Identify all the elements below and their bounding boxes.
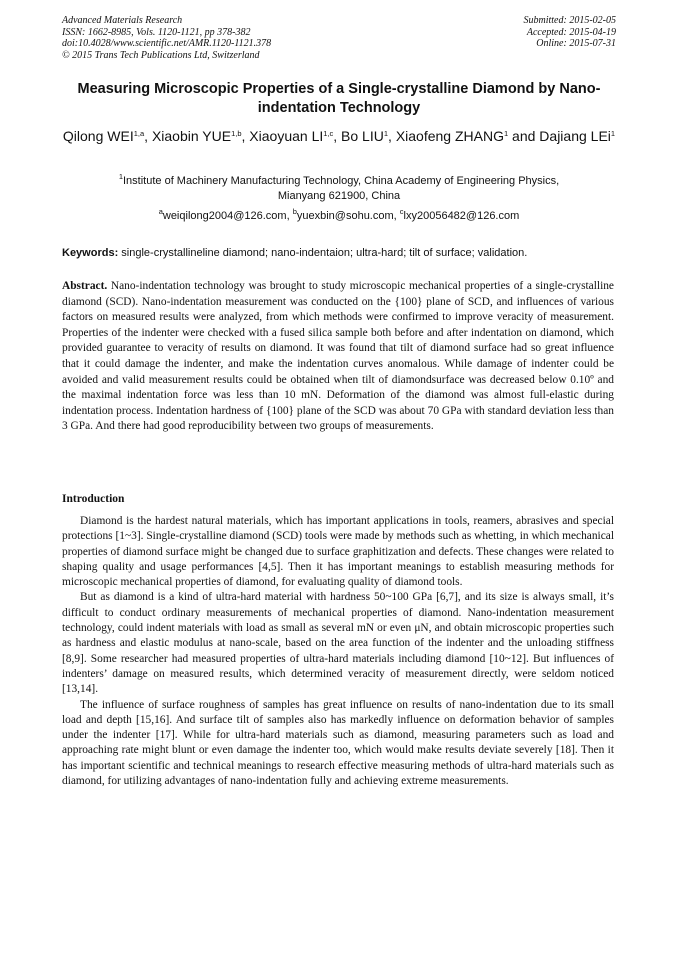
paper-title: Measuring Microscopic Properties of a Single-crystalline Diamond by Nano-indentation Technology bbox=[77, 81, 601, 116]
introduction-body bbox=[62, 514, 614, 789]
email-superscript: a bbox=[158, 207, 163, 216]
journal-info bbox=[62, 15, 271, 61]
author-name: Dajiang LEi bbox=[539, 128, 611, 144]
copyright-line: © 2015 Trans Tech Publications Ltd, Switzerland bbox=[62, 49, 260, 61]
affiliation bbox=[62, 174, 616, 204]
author-superscript: 1 bbox=[610, 129, 616, 138]
submission-dates bbox=[524, 15, 617, 50]
affiliation-text: Institute of Machinery Manufacturing Technology, China Academy of Engineering Physics, bbox=[123, 175, 560, 187]
accepted-date: Accepted: 2015-04-19 bbox=[526, 26, 616, 38]
email-separator: , bbox=[393, 210, 400, 222]
paragraph: The influence of surface roughness of samples has great influence on results of nano-indentation due to its small load and depth [15,16]. And surface tilt of samples also has markedly influence on deformation behavior of samples under the indenter [17]. While for ultra-hard materials such as diamond, measuring parameters such as load and approaching rate might blunt or even damage the indenter too, which would make results deviate severely [18]. Then it has important scientific and technical meanings to research effective measuring methods of ultra-hard materials such as diamond, for utilizing advantages of nano-indentation fully and achieving extreme measurements. bbox=[62, 698, 614, 788]
keywords-label: Keywords: bbox=[62, 247, 119, 259]
email-superscript: c bbox=[399, 207, 404, 216]
author-separator: , bbox=[388, 128, 396, 144]
journal-name: Advanced Materials Research bbox=[62, 15, 183, 26]
author-superscript: 1 bbox=[503, 129, 509, 138]
author-name: Qilong WEI bbox=[62, 128, 134, 144]
email-separator: , bbox=[286, 210, 293, 222]
keywords-text: single-crystallineline diamond; nano-indentaion; ultra-hard; tilt of surface; validation. bbox=[118, 247, 528, 259]
author-name: Xiaobin YUE bbox=[151, 128, 232, 144]
author-list bbox=[62, 127, 616, 145]
issn-line: ISSN: 1662-8985, Vols. 1120-1121, pp 378-382 bbox=[62, 26, 251, 38]
paragraph: Diamond is the hardest natural materials, which has important applications in tools, reamers, abrasives and special protections [1~3]. Single-crystalline diamond (SCD) tools were made by methods such as whetting, in which mechanical properties of diamond surface might be changed due to surface graphitization and defects. These changes were related to shaping quality and usage performances [4,5]. Then it has important meanings to establish measuring methods for microscopic mechanical properties of diamond, for evaluating quality of diamond tools. bbox=[62, 515, 614, 589]
section-heading-introduction: Introduction bbox=[62, 493, 125, 505]
affiliation-line-2: Mianyang 621900, China bbox=[277, 190, 401, 202]
abstract-text: Nano-indentation technology was brought to study microscopic mechanical properties of a single-crystalline diamond (SCD). Nano-indentation measurement was conducted on the {100} plane of SCD, and influences of various factors on measured results were analyzed, from which methods were confirmed to improve veracity of measurement. Properties of the indenter were checked with a fused silica sample both before and after indentation on diamond, which provided guarantee to veracity of results on diamond. It was found that tilt of diamond surface had so great influence that it could damage the indenter, and make the indentation curves anomalous. While damage of indenter could be avoided and valid measurement results could be obtained when tilt of diamondsurface was decreased below 0.10º and the maximal indentation force was less than 10 mN. Deformation of the diamond was almost full-elastic during indentation process. Indentation hardness of {100} plane of the SCD was about 70 GPa with standard deviation less than 3 GPa. And there had good reproducibility between two groups of measurements. bbox=[62, 280, 614, 433]
email-address[interactable]: lxy20056482@126.com bbox=[403, 210, 520, 222]
author-separator: , bbox=[333, 128, 342, 144]
author-superscript: 1,c bbox=[323, 129, 334, 138]
online-date: Online: 2015-07-31 bbox=[536, 38, 616, 49]
email-list bbox=[62, 209, 616, 223]
author-separator: , bbox=[144, 128, 152, 144]
affiliation-line-1 bbox=[62, 174, 616, 189]
author-superscript: 1 bbox=[383, 129, 389, 138]
keywords bbox=[62, 246, 616, 260]
email-address[interactable]: yuexbin@sohu.com bbox=[296, 210, 394, 222]
abstract-label: Abstract. bbox=[62, 280, 108, 292]
abstract bbox=[62, 279, 614, 435]
author-separator: and bbox=[508, 128, 540, 144]
email-address[interactable]: weiqilong2004@126.com bbox=[162, 210, 287, 222]
author-name: Bo LIU bbox=[341, 128, 384, 144]
paragraph: But as diamond is a kind of ultra-hard material with hardness 50~100 GPa [6,7], and its size is always small, it’s difficult to conduct ordinary measurements of mechanical properties of diamond. Nano-indentation measurement technology, could indent materials with load as small as several mN or even μN, and obtain microscopic properties such as hardness and elastic modulus at nano-scale, based on the area function of the indenter and the unloading stiffness [8,9]. Some researcher had measured properties of ultra-hard materials including diamond [10~12]. But influences of indenters’ damage on measured results, which determined veracity of measurement directly, were seldom noticed [13,14]. bbox=[62, 591, 614, 696]
author-name: Xiaofeng ZHANG bbox=[395, 128, 504, 144]
author-superscript: 1,a bbox=[133, 129, 145, 138]
author-separator: , bbox=[241, 128, 250, 144]
author-superscript: 1,b bbox=[231, 129, 242, 138]
doi-line[interactable]: doi:10.4028/www.scientific.net/AMR.1120-1121.378 bbox=[62, 38, 272, 49]
author-name: Xiaoyuan LI bbox=[249, 128, 324, 144]
submitted-date: Submitted: 2015-02-05 bbox=[523, 15, 616, 26]
affiliation-superscript: 1 bbox=[118, 172, 123, 181]
email-superscript: b bbox=[292, 207, 297, 216]
